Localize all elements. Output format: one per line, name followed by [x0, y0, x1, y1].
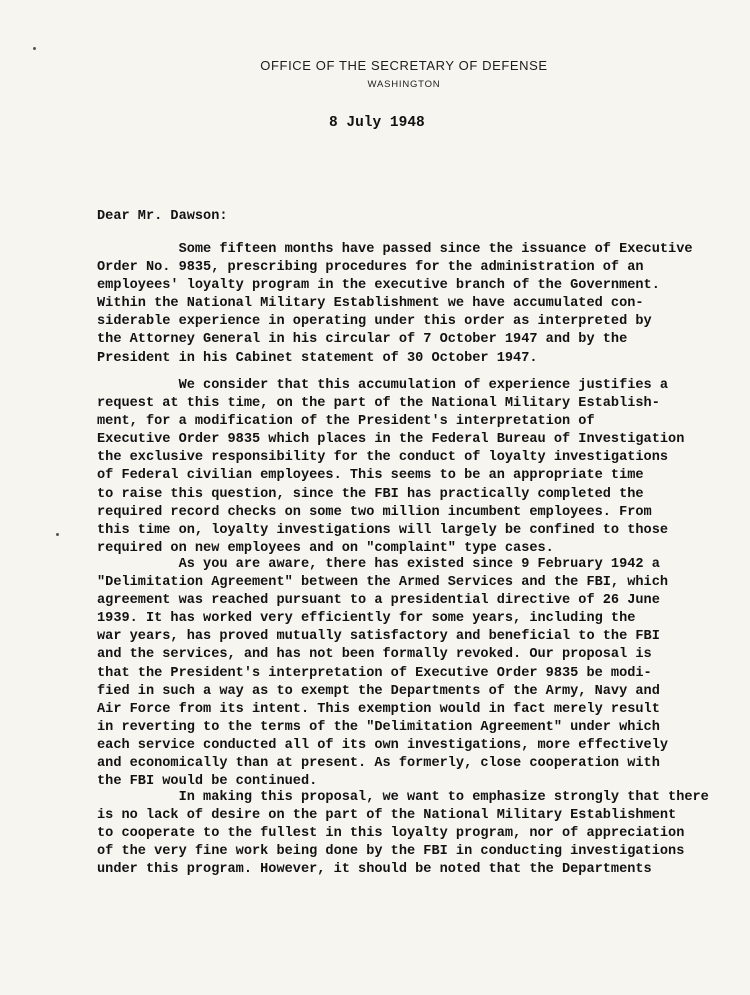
letter-date: 8 July 1948	[329, 115, 425, 131]
salutation: Dear Mr. Dawson:	[97, 209, 228, 224]
paper-speck	[33, 47, 36, 50]
letterhead-city: WASHINGTON	[367, 79, 441, 90]
paragraph-4: In making this proposal, we want to emphasize strongly that there is no lack of desire on the part of the National Military Establishment to cooperate to the fullest in this loyalty program, nor of appreciation of the very fine work being done by the FBI in conducting investigations under this program. However, it should be noted that the Departments	[97, 790, 709, 878]
paper-speck	[56, 533, 59, 536]
paragraph-3: As you are aware, there has existed since 9 February 1942 a "Delimitation Agreement" between the Armed Services and the FBI, which agreement was reached pursuant to a presidential directive of 26 June 1939. It has worked very efficiently for some years, including the war years, has proved mutually satisfactory and beneficial to the FBI and the services, and has not been formally revoked. Our proposal is that the President's interpretation of Executive Order 9835 be modi- fied in such a way as to exempt the Departments of the Army, Navy and Air Force from its intent. This exemption would in fact merely result in reverting to the terms of the "Delimitation Agreement" under which each service conducted all of its own investigations, more effectively and economically than at present. As formerly, close cooperation with the FBI would be continued.	[97, 557, 669, 790]
paragraph-2: We consider that this accumulation of experience justifies a request at this time, on the part of the National Military Establish- ment, for a modification of the President's interpretation of Executive Order 9835 which places in the Federal Bureau of Investigation the exclusive responsibility for the conduct of loyalty investigations of Federal civilian employees. This seems to be an appropriate time to raise this question, since the FBI has practically completed the required record checks on some two million incumbent employees. From this time on, loyalty investigations will largely be confined to those required on new employees and on "complaint" type cases.	[97, 378, 685, 556]
paragraph-1: Some fifteen months have passed since the issuance of Executive Order No. 9835, prescribing procedures for the administration of an employees' loyalty program in the executive branch of the Government. Within the National Military Establishment we have accumulated con- siderable experience in operating under this order as interpreted by the Attorney General in his circular of 7 October 1947 and by the President in his Cabinet statement of 30 October 1947.	[97, 242, 693, 366]
letterhead-office: OFFICE OF THE SECRETARY OF DEFENSE	[260, 58, 548, 73]
